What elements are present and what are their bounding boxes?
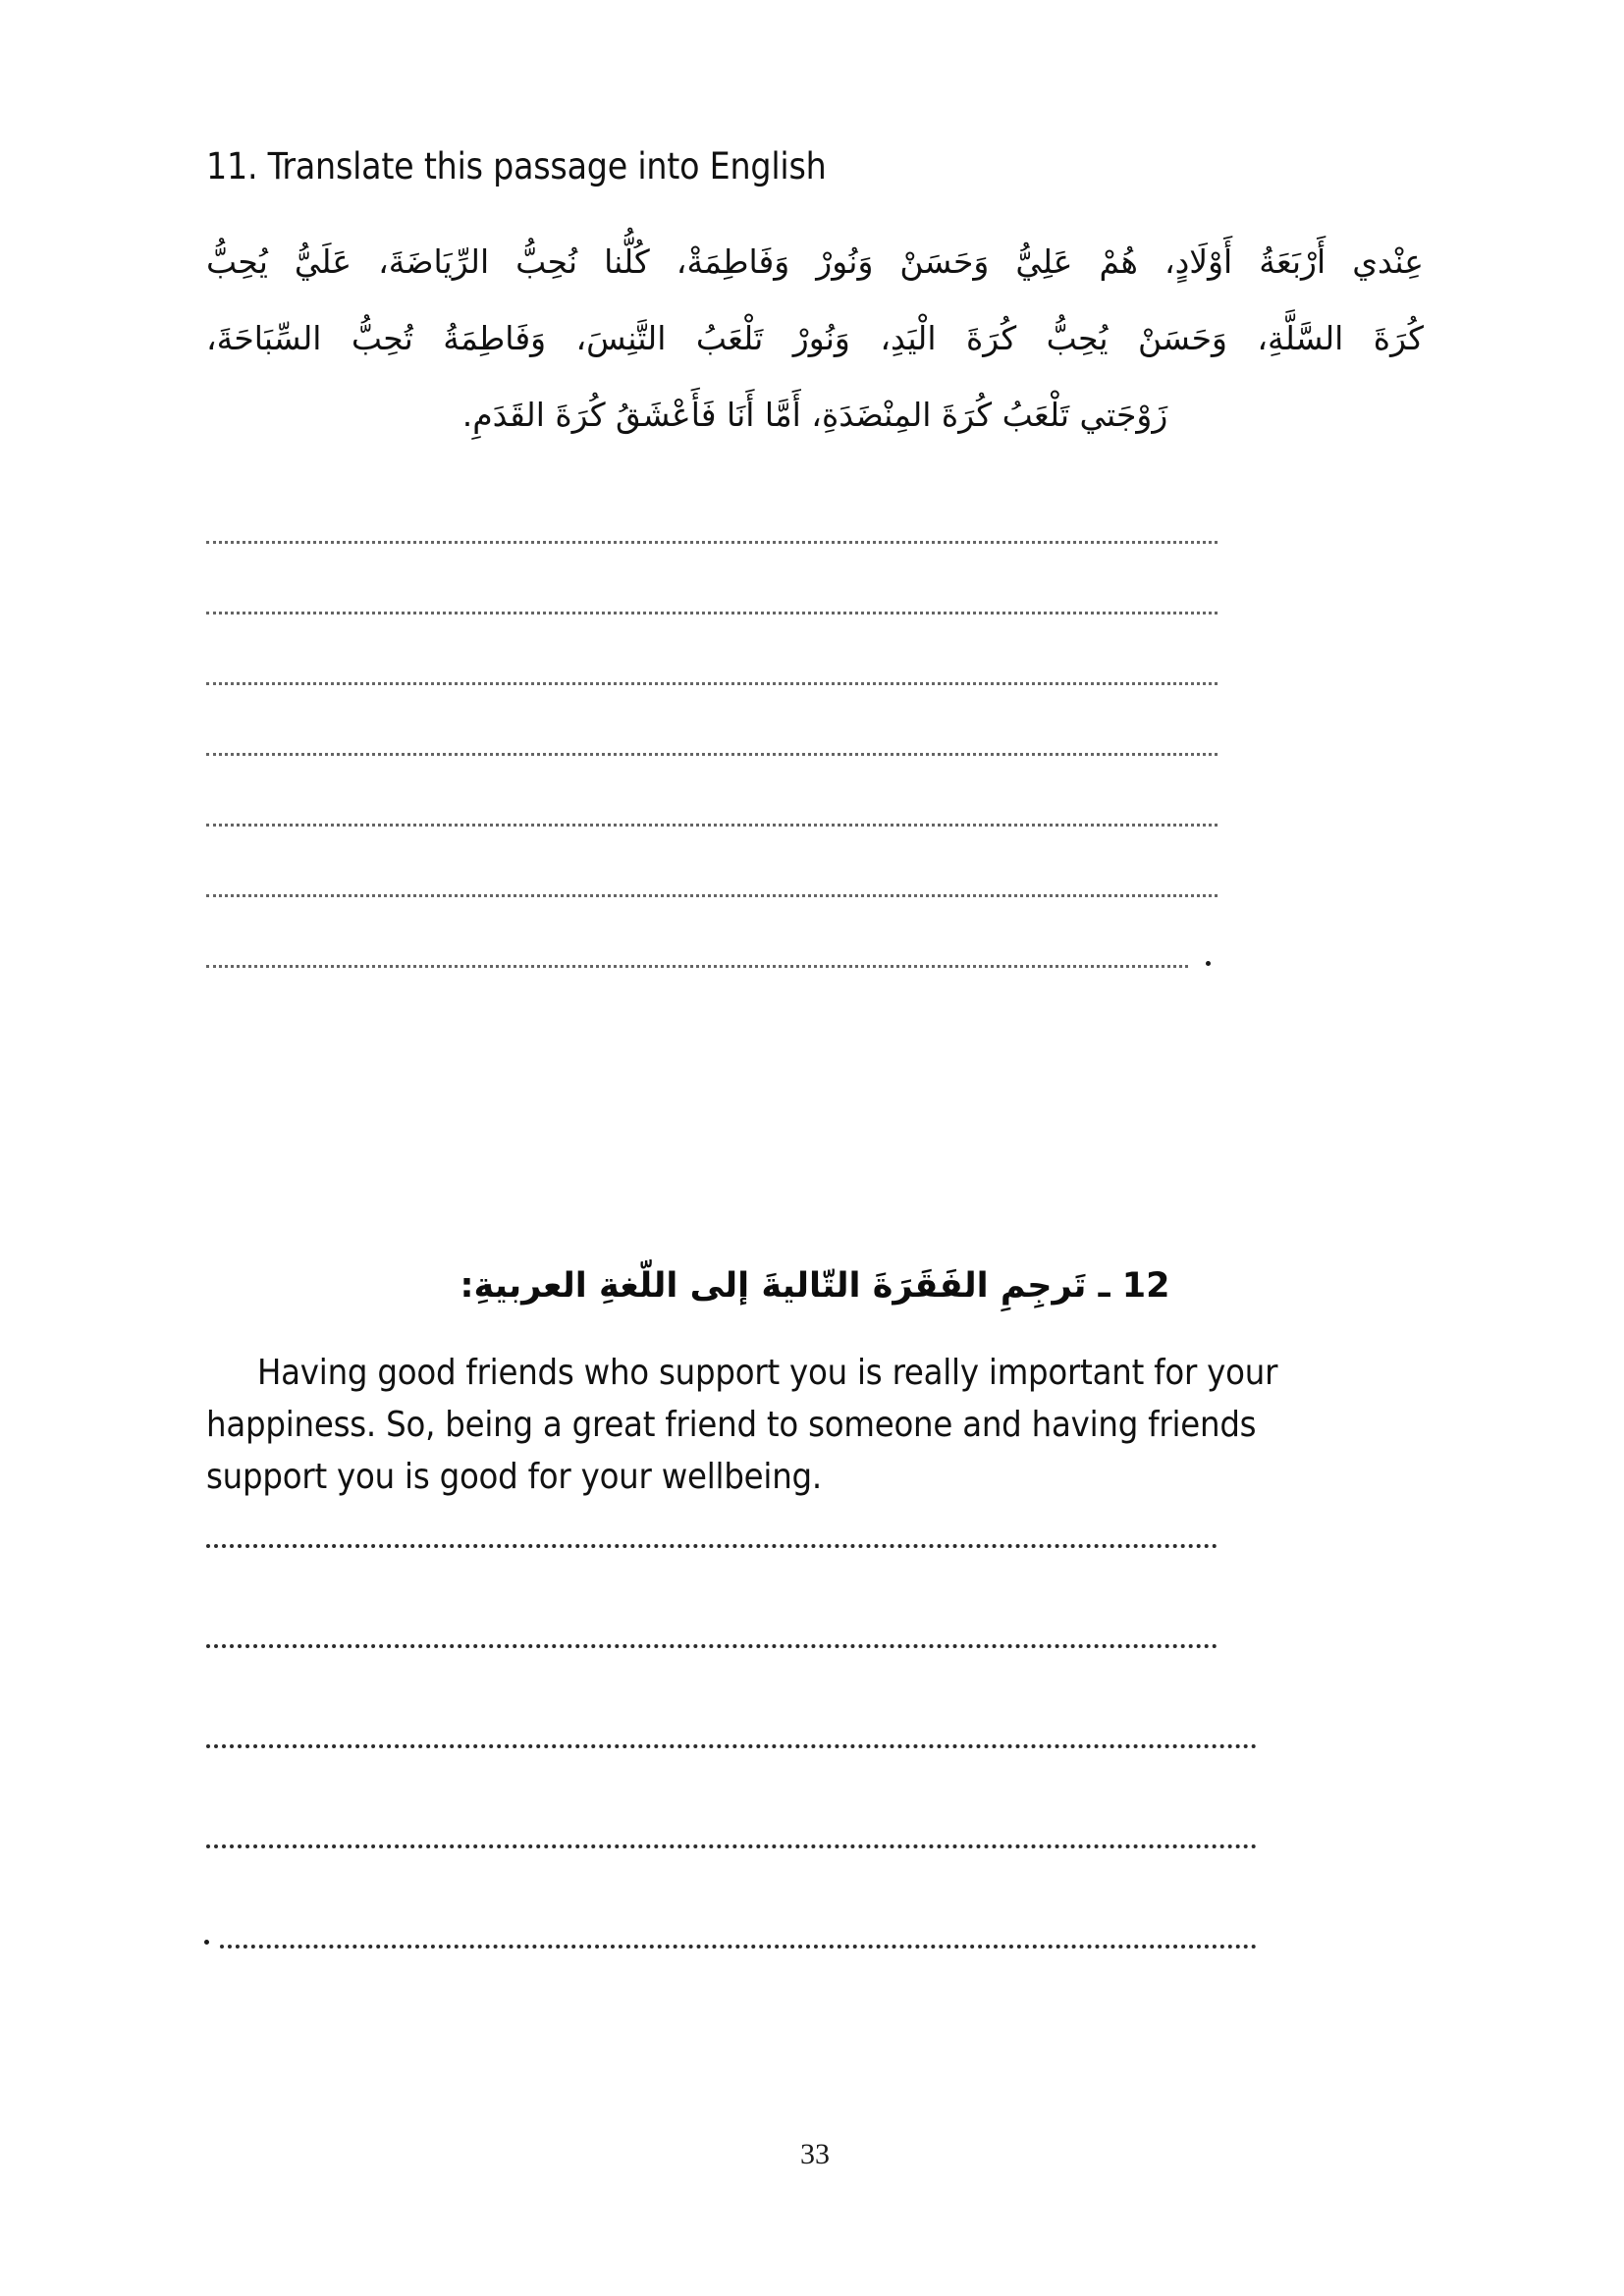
english-paragraph-line: Having good friends who support you is really important for your <box>257 1353 1278 1393</box>
answer-line[interactable] <box>206 609 1218 614</box>
answer-line[interactable] <box>220 1942 1257 1949</box>
answer-line[interactable] <box>206 1541 1218 1548</box>
exercise-12-heading: 12 ـ تَرجِمِ الفَقَرَةَ التّاليةَ إلى اللّغةِ العربيةِ: <box>460 1266 1170 1306</box>
arabic-passage-line: عِنْدي أَرْبَعَةُ أَوْلَادٍ، هُمْ عَلِيُّ وَحَسَنْ وَنُورْ وَفَاطِمَةْ، كُلُّنا نُحِبُّ الرِّيَاضَةَ، عَلَيُّ يُحِبُّ <box>206 242 1424 281</box>
arabic-passage-line: زَوْجَتي تَلْعَبُ كُرَةَ المِنْضَدَةِ، أَمَّا أَنَا فَأَعْشَقُ كُرَةَ القَدَمِ. <box>461 396 1168 434</box>
arabic-passage-line: كُرَةَ السَّلَّةِ، وَحَسَنْ يُحِبُّ كُرَةَ الْيَدِ، وَنُورْ تَلْعَبُ التَّنِسَ، وَفَاطِمَةُ تُحِبُّ السِّبَاحَةَ، <box>206 319 1424 357</box>
answer-line-start-dot <box>204 1940 209 1945</box>
answer-line[interactable] <box>206 679 1218 685</box>
exercise-11-heading: 11. Translate this passage into English <box>206 145 827 187</box>
page-content <box>206 0 1424 2296</box>
answer-line-end-dot <box>1206 961 1211 966</box>
english-paragraph-line: support you is good for your wellbeing. <box>206 1457 822 1497</box>
answer-line[interactable] <box>206 891 1218 897</box>
english-paragraph-line: happiness. So, being a great friend to someone and having friends <box>206 1405 1257 1445</box>
exercise-11-arabic-passage <box>206 224 1424 454</box>
answer-line[interactable] <box>206 962 1188 968</box>
answer-line[interactable] <box>206 1741 1257 1748</box>
page-number: 33 <box>800 2138 830 2170</box>
answer-line[interactable] <box>206 1641 1218 1648</box>
answer-line[interactable] <box>206 1842 1257 1848</box>
answer-line[interactable] <box>206 538 1218 544</box>
answer-line[interactable] <box>206 750 1218 756</box>
exercise-12-english-paragraph <box>206 1347 1428 1503</box>
answer-line[interactable] <box>206 821 1218 827</box>
